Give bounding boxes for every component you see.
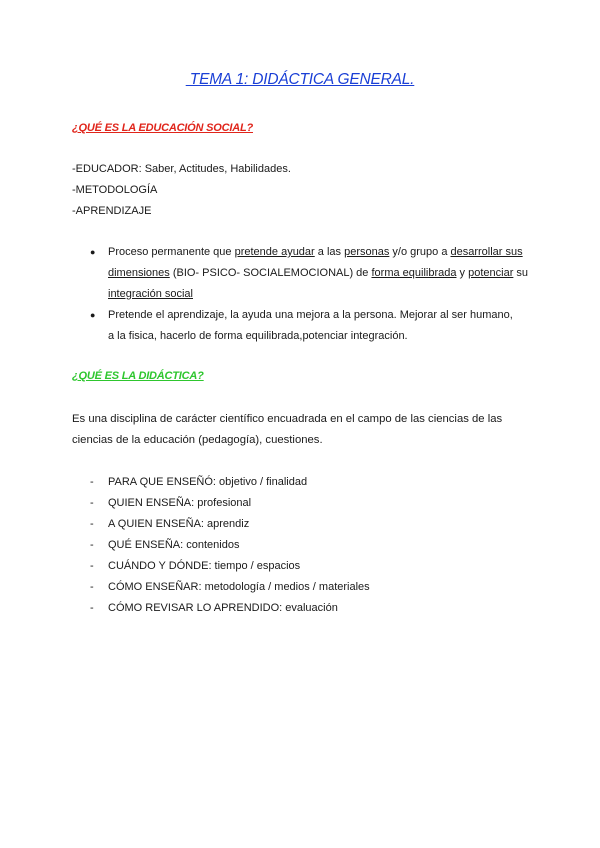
list-item-text: CÓMO REVISAR LO APRENDIDO: evaluación (108, 602, 338, 614)
list-item (90, 475, 307, 489)
list-item-text: CÓMO ENSEÑAR: metodología / medios / materiales (108, 581, 370, 593)
dash-marker: - (90, 518, 94, 530)
text: a las (314, 246, 345, 258)
underlined-text: personas (344, 246, 390, 258)
dash-marker: - (90, 581, 94, 593)
underlined-text: desarrollar sus dimensiones (108, 246, 523, 279)
list-item: -METODOLOGÍA (72, 184, 158, 196)
underlined-text: potenciar (468, 267, 514, 279)
list-item-text: A QUIEN ENSEÑA: aprendiz (108, 518, 250, 530)
list-item-text: CUÁNDO Y DÓNDE: tiempo / espacios (108, 560, 301, 572)
dash-marker: - (90, 476, 94, 488)
list-item (90, 496, 251, 510)
list-item: -EDUCADOR: Saber, Actitudes, Habilidades. (72, 163, 291, 175)
page-title: TEMA 1: DIDÁCTICA GENERAL. (185, 71, 415, 88)
bullet-icon: ● (90, 247, 96, 257)
text: y/o grupo a (389, 246, 451, 258)
section-heading-didactica: ¿QUÉ ES LA DIDÁCTICA? (72, 370, 204, 382)
list-item (90, 517, 249, 531)
list-item (90, 601, 338, 615)
bullet-paragraph: Pretende el aprendizaje, la ayuda una mejora a la persona. Mejorar al ser humano, a la fisica, hacerlo de forma equilibrada,potenciar integración. (108, 309, 513, 342)
bullet-paragraph (108, 242, 538, 305)
list-item (90, 559, 300, 573)
underlined-text: forma equilibrada (371, 267, 457, 279)
dash-marker: - (90, 497, 94, 509)
list-item: -APRENDIZAJE (72, 205, 152, 217)
underlined-text: pretende ayudar (234, 246, 315, 258)
list-item-text: QUÉ ENSEÑA: contenidos (108, 539, 240, 551)
text: y (456, 267, 469, 279)
text: su (513, 267, 529, 279)
list-item (90, 580, 370, 594)
dash-marker: - (90, 539, 94, 551)
section-heading-educacion-social: ¿QUÉ ES LA EDUCACIÓN SOCIAL? (72, 122, 253, 134)
dash-marker: - (90, 560, 94, 572)
list-item (90, 538, 239, 552)
text: (BIO- PSICO- SOCIALEMOCIONAL) de (169, 267, 372, 279)
underlined-text: integración social (108, 288, 193, 300)
paragraph: Es una disciplina de carácter científico encuadrada en el campo de las ciencias de las ciencias de la educación (pedagogía), cuestiones. (72, 413, 503, 446)
bullet-icon: ● (90, 310, 96, 320)
list-item-text: PARA QUE ENSEÑÓ: objetivo / finalidad (108, 476, 308, 488)
list-item-text: QUIEN ENSEÑA: profesional (108, 497, 252, 509)
text: Proceso permanente que (108, 246, 235, 258)
dash-marker: - (90, 602, 94, 614)
